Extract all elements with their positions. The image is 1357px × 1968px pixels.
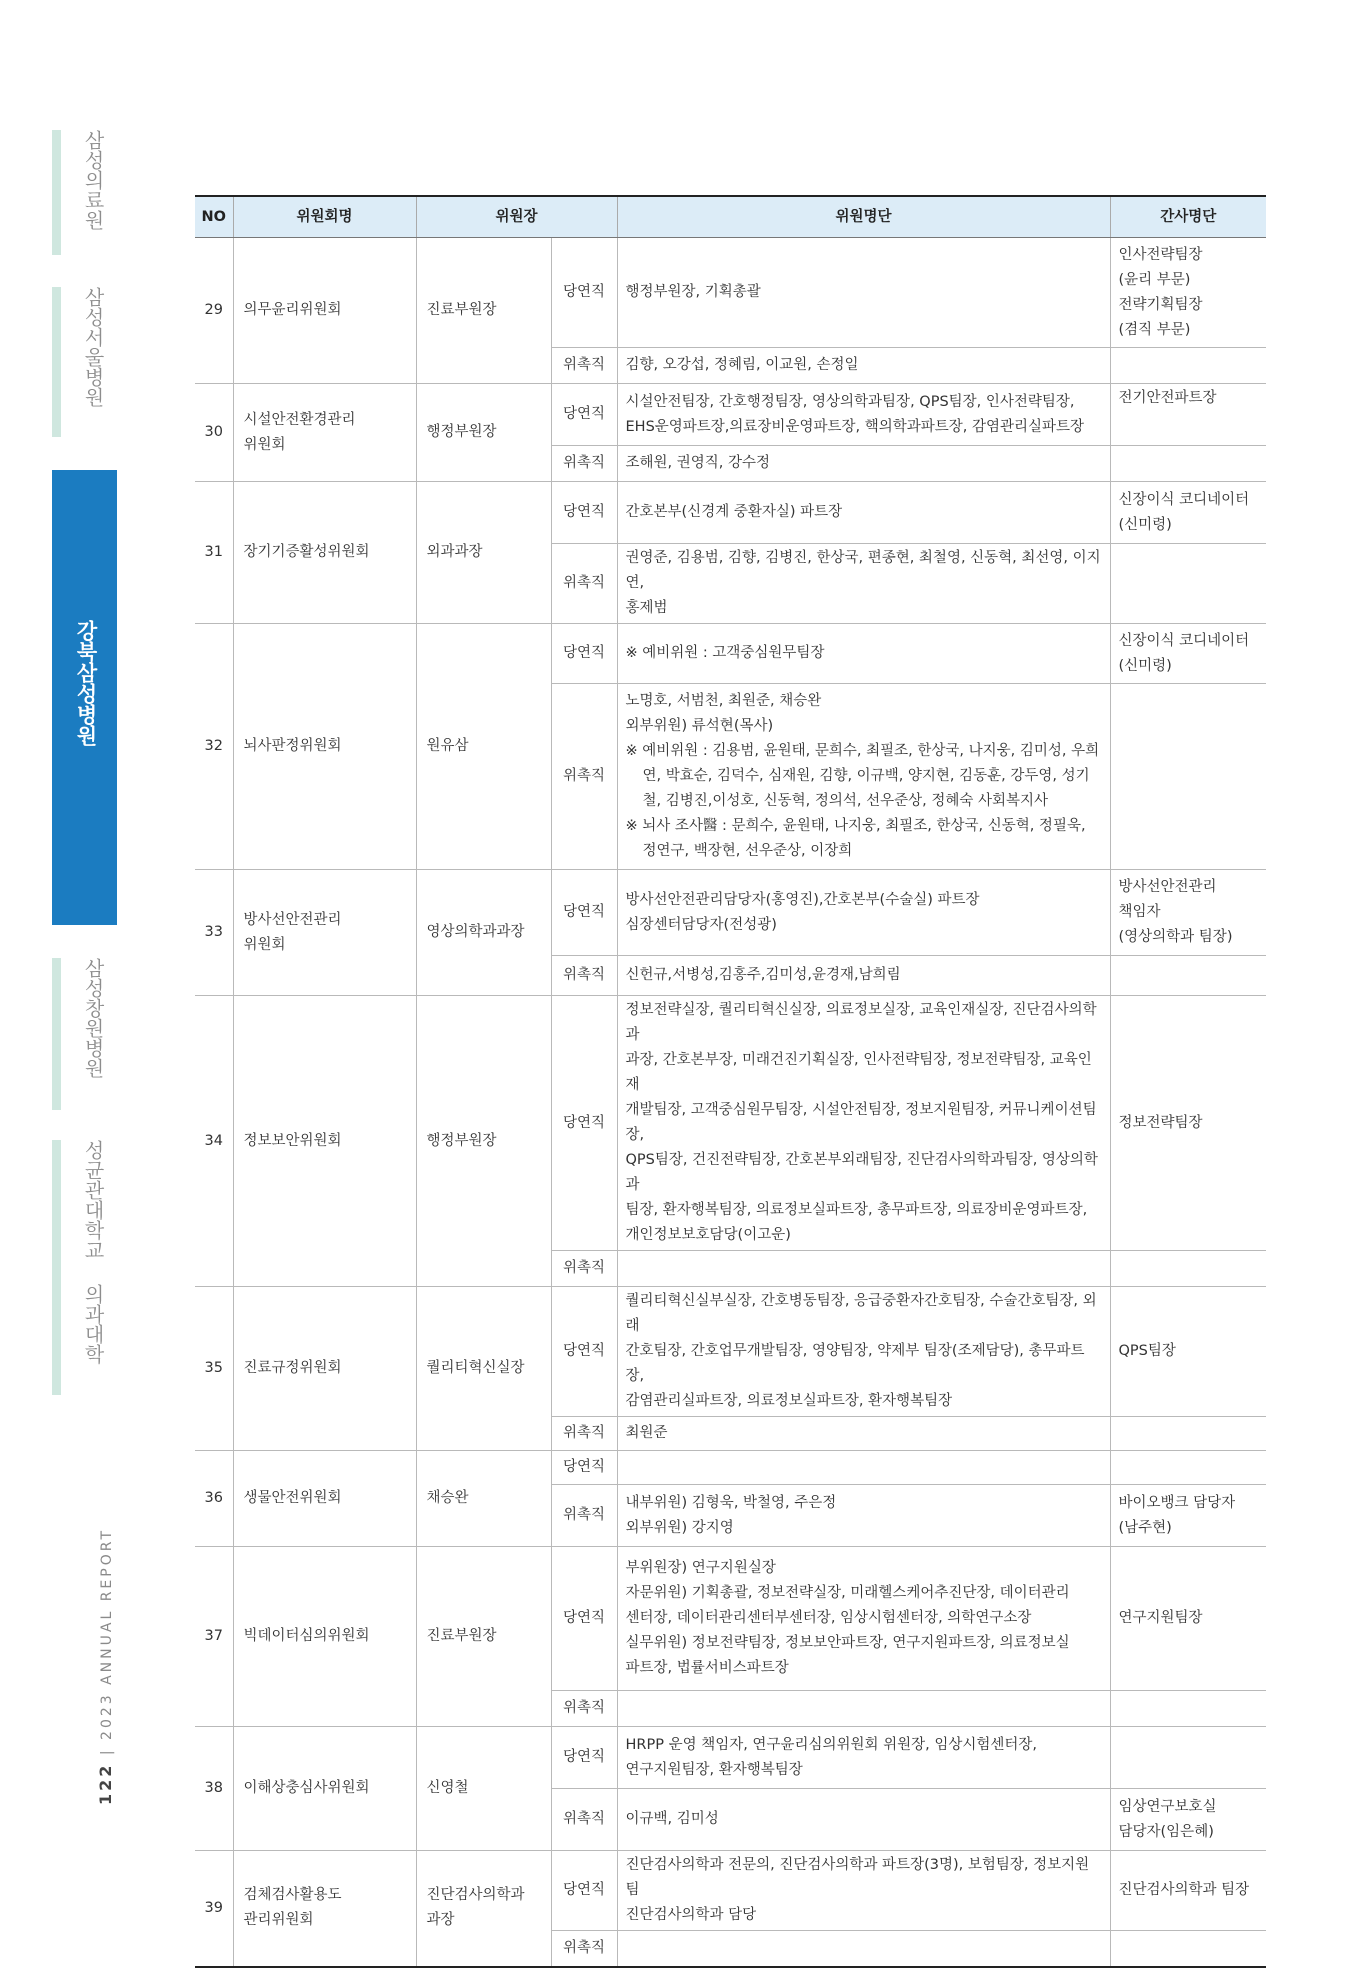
appointed-secretary: 신장이식 코디네이터 (신미령)	[1110, 624, 1266, 684]
appointed-secretary: 신장이식 코디네이터 (신미령)	[1110, 482, 1266, 544]
commissioned-secretary	[1110, 348, 1266, 384]
table-row	[195, 384, 1266, 446]
commissioned-members: 최원준	[617, 1417, 1110, 1451]
appointed-members: 퀄리티혁신실부실장, 간호병동팀장, 응급중환자간호팀장, 수술간호팀장, 외래 간호팀장, 간호업무개발팀장, 영양팀장, 약제부 팀장(조제담당), 총무파트장, 감염관리실파트장, 의료정보실파트장, 환자행복팀장	[617, 1287, 1110, 1417]
appointed-members	[617, 1451, 1110, 1485]
committee-name: 빅데이터심의위원회	[233, 1547, 416, 1727]
member-type-appointed: 당연직	[551, 996, 617, 1251]
member-type-commissioned: 위촉직	[551, 1251, 617, 1287]
committee-name: 진료규정위원회	[233, 1287, 416, 1451]
committee-chair: 진료부원장	[416, 238, 551, 384]
commissioned-members: 조해원, 권영직, 강수정	[617, 446, 1110, 482]
committee-name: 검체검사활용도 관리위원회	[233, 1851, 416, 1967]
row-number: 36	[195, 1451, 233, 1547]
row-number: 35	[195, 1287, 233, 1451]
appointed-members: ※ 예비위원 : 고객중심원무팀장	[617, 624, 1110, 684]
commissioned-secretary	[1110, 956, 1266, 996]
header-members: 위원명단	[617, 196, 1110, 238]
member-line: ※ 예비위원 : 김용범, 윤원태, 문희수, 최필조, 한상국, 나지웅, 김미성, 우희연, 박효순, 김덕수, 심재원, 김향, 이규백, 양지현, 김동훈, 강두영, 성기철, 김병진,이성호, 신동혁, 정의석, 선우준상, 정혜숙 사회복지사	[625, 743, 1100, 809]
row-number: 39	[195, 1851, 233, 1967]
sidebar-tab-samsung-changwon-hospital[interactable]	[52, 958, 117, 1110]
committee-chair: 신영철	[416, 1727, 551, 1851]
appointed-members: 방사선안전관리담당자(홍영진),간호본부(수술실) 파트장 심장센터담당자(전성광)	[617, 870, 1110, 956]
appointed-secretary: 방사선안전관리 책임자 (영상의학과 팀장)	[1110, 870, 1266, 956]
commissioned-members: 김향, 오강섭, 정혜림, 이교원, 손정일	[617, 348, 1110, 384]
header-chair: 위원장	[416, 196, 617, 238]
member-type-commissioned: 위촉직	[551, 1789, 617, 1851]
footer-separator: |	[99, 1747, 115, 1756]
member-type-commissioned: 위촉직	[551, 956, 617, 996]
appointed-secretary: 진단검사의학과 팀장	[1110, 1851, 1266, 1931]
appointed-members: 시설안전팀장, 간호행정팀장, 영상의학과팀장, QPS팀장, 인사전략팀장, EHS운영파트장,의료장비운영파트장, 핵의학과파트장, 감염관리실파트장	[617, 384, 1110, 446]
table-row	[195, 1851, 1266, 1931]
committee-name: 방사선안전관리 위원회	[233, 870, 416, 996]
table-row	[195, 870, 1266, 956]
sidebar-tab-skku-medicine[interactable]	[52, 1140, 117, 1395]
member-type-appointed: 당연직	[551, 624, 617, 684]
commissioned-members: 신헌규,서병성,김홍주,김미성,윤경재,남희림	[617, 956, 1110, 996]
row-number: 34	[195, 996, 233, 1287]
appointed-secretary	[1110, 1451, 1266, 1485]
member-type-commissioned: 위촉직	[551, 684, 617, 870]
table-row	[195, 482, 1266, 544]
member-type-appointed: 당연직	[551, 1287, 617, 1417]
appointed-secretary: QPS팀장	[1110, 1287, 1266, 1417]
member-type-appointed: 당연직	[551, 238, 617, 348]
committee-name: 생물안전위원회	[233, 1451, 416, 1547]
member-type-commissioned: 위촉직	[551, 1691, 617, 1727]
row-number: 33	[195, 870, 233, 996]
table-row	[195, 1287, 1266, 1417]
sidebar-tab-samsung-medical-center[interactable]	[52, 130, 117, 255]
sidebar-tab-marker	[52, 287, 61, 437]
sidebar-tab-kangbuk-samsung-hospital[interactable]	[52, 470, 117, 925]
row-number: 31	[195, 482, 233, 624]
commissioned-secretary	[1110, 684, 1266, 870]
commissioned-secretary	[1110, 1417, 1266, 1451]
commissioned-secretary: 바이오뱅크 담당자 (남주현)	[1110, 1485, 1266, 1547]
table-row	[195, 1451, 1266, 1485]
table-row	[195, 996, 1266, 1251]
member-type-commissioned: 위촉직	[551, 1931, 617, 1967]
sidebar-tab-label: 삼성의료원	[81, 130, 105, 230]
appointed-secretary: 정보전략팀장	[1110, 996, 1266, 1251]
committee-chair: 행정부원장	[416, 384, 551, 482]
row-number: 30	[195, 384, 233, 482]
commissioned-members: 권영준, 김용범, 김향, 김병진, 한상국, 편종현, 최철영, 신동혁, 최선영, 이지연, 홍제범	[617, 544, 1110, 624]
member-type-commissioned: 위촉직	[551, 1485, 617, 1547]
table-header-row	[195, 196, 1266, 238]
committee-chair: 진단검사의학과 과장	[416, 1851, 551, 1967]
sidebar-tab-marker	[52, 1140, 61, 1395]
sidebar-tab-label: 강북삼성병원	[74, 620, 98, 746]
commissioned-members	[617, 684, 1110, 870]
commissioned-members: 내부위원) 김형욱, 박철영, 주은정 외부위원) 강지영	[617, 1485, 1110, 1547]
member-line: ※ 뇌사 조사醫 : 문희수, 윤원태, 나지웅, 최필조, 한상국, 신동혁, 정필욱, 정연구, 백장현, 선우준상, 이장희	[625, 818, 1086, 859]
commissioned-secretary	[1110, 446, 1266, 482]
appointed-members: 간호본부(신경계 중환자실) 파트장	[617, 482, 1110, 544]
committee-chair: 원유삼	[416, 624, 551, 870]
member-type-appointed: 당연직	[551, 1547, 617, 1691]
committee-name: 시설안전환경관리 위원회	[233, 384, 416, 482]
member-line: 외부위원) 류석현(목사)	[625, 718, 774, 734]
header-secretary: 간사명단	[1110, 196, 1266, 238]
member-type-commissioned: 위촉직	[551, 348, 617, 384]
table-row	[195, 238, 1266, 348]
committee-name: 뇌사판정위원회	[233, 624, 416, 870]
header-committee-name: 위원회명	[233, 196, 416, 238]
table-row	[195, 1727, 1266, 1789]
committee-chair: 행정부원장	[416, 996, 551, 1287]
sidebar-tab-marker	[52, 130, 61, 255]
member-type-commissioned: 위촉직	[551, 446, 617, 482]
committee-name: 장기기증활성위원회	[233, 482, 416, 624]
member-type-commissioned: 위촉직	[551, 1417, 617, 1451]
sidebar-tab-marker	[52, 958, 61, 1110]
member-line: 노명호, 서범천, 최원준, 채승완	[625, 693, 822, 709]
committee-chair: 퀄리티혁신실장	[416, 1287, 551, 1451]
committee-chair: 외과과장	[416, 482, 551, 624]
commissioned-members: 이규백, 김미성	[617, 1789, 1110, 1851]
table-row	[195, 624, 1266, 684]
appointed-members: 부위원장) 연구지원실장 자문위원) 기획총괄, 정보전략실장, 미래헬스케어추진단장, 데이터관리 센터장, 데이터관리센터부센터장, 임상시험센터장, 의학연구소장 실무위원) 정보전략팀장, 정보보안파트장, 연구지원파트장, 의료정보실 파트장, 법률서비스파트장	[617, 1547, 1110, 1691]
commissioned-secretary	[1110, 1931, 1266, 1967]
commissioned-members	[617, 1251, 1110, 1287]
member-type-appointed: 당연직	[551, 482, 617, 544]
appointed-members: 정보전략실장, 퀄리티혁신실장, 의료정보실장, 교육인재실장, 진단검사의학과 과장, 간호본부장, 미래건진기획실장, 인사전략팀장, 정보전략팀장, 교육인재 개발팀장, 고객중심원무팀장, 시설안전팀장, 정보지원팀장, 커뮤니케이션팀장, QPS팀장, 건진전략팀장, 간호본부외래팀장, 진단검사의학과팀장, 영상의학과 팀장, 환자행복팀장, 의료정보실파트장, 총무파트장, 의료장비운영파트장, 개인정보보호담당(이고운)	[617, 996, 1110, 1251]
committee-name: 의무윤리위원회	[233, 238, 416, 384]
member-type-appointed: 당연직	[551, 1851, 617, 1931]
committee-table	[195, 195, 1266, 1968]
header-no: NO	[195, 196, 233, 238]
member-type-appointed: 당연직	[551, 870, 617, 956]
row-number: 32	[195, 624, 233, 870]
page-number: 122	[96, 1762, 115, 1805]
appointed-members: 행정부원장, 기획총괄	[617, 238, 1110, 348]
appointed-secretary: 연구지원팀장	[1110, 1547, 1266, 1691]
member-type-appointed: 당연직	[551, 384, 617, 446]
appointed-secretary: 전기안전파트장	[1110, 384, 1266, 446]
committee-name: 이해상충심사위원회	[233, 1727, 416, 1851]
row-number: 37	[195, 1547, 233, 1727]
committee-chair: 영상의학과과장	[416, 870, 551, 996]
member-type-commissioned: 위촉직	[551, 544, 617, 624]
table-row	[195, 1547, 1266, 1691]
commissioned-secretary	[1110, 1691, 1266, 1727]
commissioned-secretary	[1110, 544, 1266, 624]
member-type-appointed: 당연직	[551, 1451, 617, 1485]
footer-text	[96, 1528, 115, 1805]
sidebar-tab-label: 삼성서울병원	[81, 287, 105, 407]
commissioned-members	[617, 1691, 1110, 1727]
member-type-appointed: 당연직	[551, 1727, 617, 1789]
sidebar-tab-samsung-seoul-hospital[interactable]	[52, 287, 117, 437]
committee-chair: 진료부원장	[416, 1547, 551, 1727]
sidebar-tab-label: 삼성창원병원	[81, 958, 105, 1078]
appointed-members: 진단검사의학과 전문의, 진단검사의학과 파트장(3명), 보험팀장, 정보지원팀 진단검사의학과 담당	[617, 1851, 1110, 1931]
appointed-members: HRPP 운영 책임자, 연구윤리심의위원회 위원장, 임상시험센터장, 연구지원팀장, 환자행복팀장	[617, 1727, 1110, 1789]
sidebar-tab-label: 성균관대학교 의과대학	[81, 1140, 105, 1364]
report-title: 2023 ANNUAL REPORT	[99, 1527, 115, 1740]
commissioned-secretary	[1110, 1251, 1266, 1287]
commissioned-members	[617, 1931, 1110, 1967]
row-number: 29	[195, 238, 233, 384]
commissioned-secretary: 임상연구보호실 담당자(임은혜)	[1110, 1789, 1266, 1851]
committee-name: 정보보안위원회	[233, 996, 416, 1287]
appointed-secretary	[1110, 1727, 1266, 1789]
appointed-secretary: 인사전략팀장 (윤리 부문) 전략기획팀장 (겸직 부문)	[1110, 238, 1266, 348]
row-number: 38	[195, 1727, 233, 1851]
committee-chair: 채승완	[416, 1451, 551, 1547]
